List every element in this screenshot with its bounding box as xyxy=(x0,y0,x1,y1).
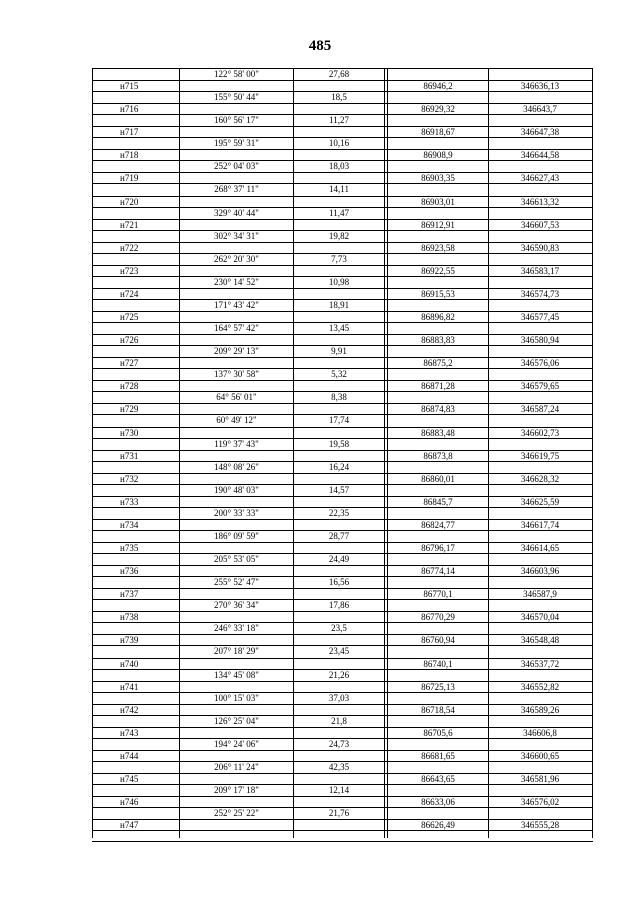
segment-angle: 262° 20' 30" xyxy=(214,253,259,264)
point-label: н742 xyxy=(120,704,139,715)
coord-y: 346579,65 xyxy=(520,381,560,392)
coord-y: 346644,58 xyxy=(520,150,560,161)
point-label: н715 xyxy=(120,81,139,91)
segment-length: 18,91 xyxy=(328,299,350,310)
segment-length: 11,27 xyxy=(329,115,349,126)
segment-angle: 60° 49' 12" xyxy=(216,415,257,426)
point-label: н739 xyxy=(120,635,139,646)
segment-length: 21,76 xyxy=(328,808,350,819)
coord-y: 346607,53 xyxy=(520,219,560,230)
segment-angle: 246° 33' 18" xyxy=(214,623,259,634)
coord-y: 346600,65 xyxy=(520,750,560,761)
segment-angle: 100° 15' 03" xyxy=(214,692,259,703)
coord-x: 86896,82 xyxy=(421,312,455,322)
coord-y: 346625,59 xyxy=(520,496,560,507)
segment-angle: 209° 17' 18" xyxy=(214,785,259,795)
coord-y: 346606,8 xyxy=(523,727,557,738)
segment-length: 12,14 xyxy=(328,785,350,795)
segment-angle: 194° 24' 06" xyxy=(214,738,259,749)
coord-y: 346555,28 xyxy=(520,820,560,831)
point-label: н734 xyxy=(120,519,139,530)
coord-x: 86718,54 xyxy=(421,704,455,715)
segment-angle: 148° 08' 26" xyxy=(214,461,259,472)
first-segment-angle: 122° 58' 00" xyxy=(214,69,259,79)
segment-angle: 155° 50' 44" xyxy=(214,92,259,102)
coord-x: 86874,83 xyxy=(421,404,455,415)
segment-length: 19,82 xyxy=(328,230,350,241)
coord-x: 86922,55 xyxy=(421,265,455,276)
point-label: н719 xyxy=(120,173,139,184)
coord-x: 86626,49 xyxy=(421,820,455,831)
segment-length: 19,58 xyxy=(328,438,350,449)
segment-angle: 126° 25' 04" xyxy=(214,715,259,726)
segment-angle: 171° 43' 42" xyxy=(214,299,259,310)
coord-y: 346627,43 xyxy=(520,173,560,184)
row-divider xyxy=(92,830,593,831)
coord-y: 346647,38 xyxy=(520,127,560,138)
point-label: н728 xyxy=(120,381,139,392)
coord-y: 346581,96 xyxy=(520,774,560,784)
coord-y: 346577,45 xyxy=(520,312,560,322)
segment-length: 28,77 xyxy=(328,530,350,541)
segment-angle: 205° 53' 05" xyxy=(214,554,259,564)
point-label: н743 xyxy=(120,727,139,738)
coord-x: 86824,77 xyxy=(421,519,455,530)
segment-length: 21,26 xyxy=(328,669,350,680)
segment-length: 8,38 xyxy=(331,392,347,403)
segment-angle: 186° 09' 59" xyxy=(214,530,259,541)
coord-x: 86883,48 xyxy=(421,427,455,438)
coord-y: 346614,65 xyxy=(520,543,560,553)
coord-y: 346602,73 xyxy=(520,427,560,438)
segment-angle: 329° 40' 44" xyxy=(214,207,259,218)
segment-length: 24,49 xyxy=(328,554,350,564)
coord-x: 86871,28 xyxy=(421,381,455,392)
coord-y: 346587,24 xyxy=(520,404,560,415)
coord-y: 346552,82 xyxy=(520,681,560,692)
coord-x: 86875,2 xyxy=(423,358,453,369)
segment-angle: 164° 57' 42" xyxy=(214,323,259,333)
coord-y: 346583,17 xyxy=(520,265,560,276)
point-label: н723 xyxy=(120,265,139,276)
coord-x: 86845,7 xyxy=(423,496,453,507)
coord-x: 86873,8 xyxy=(423,450,453,461)
point-label: н731 xyxy=(120,450,139,461)
segment-angle: 160° 56' 17" xyxy=(214,115,259,126)
segment-angle: 302° 34' 31" xyxy=(214,230,259,241)
segment-length: 14,11 xyxy=(329,184,349,195)
segment-length: 17,74 xyxy=(328,415,350,426)
segment-length: 5,32 xyxy=(331,369,347,380)
coord-x: 86918,67 xyxy=(421,127,455,138)
segment-length: 18,5 xyxy=(331,92,347,102)
table-border-top xyxy=(92,68,593,69)
segment-angle: 207° 18' 29" xyxy=(214,646,259,657)
point-label: н745 xyxy=(120,774,139,784)
point-label: н729 xyxy=(120,404,139,415)
coord-x: 86903,35 xyxy=(421,173,455,184)
coord-y: 346628,32 xyxy=(520,473,560,484)
segment-length: 7,73 xyxy=(331,253,347,264)
point-label: н718 xyxy=(120,150,139,161)
point-label: н732 xyxy=(120,473,139,484)
point-label: н736 xyxy=(120,566,139,577)
segment-length: 18,03 xyxy=(328,161,350,172)
point-label: н738 xyxy=(120,612,139,623)
segment-length: 10,98 xyxy=(328,276,350,287)
coord-x: 86796,17 xyxy=(421,543,455,553)
table-border-bottom xyxy=(92,841,593,842)
coord-x: 86681,65 xyxy=(421,750,455,761)
coord-x: 86705,6 xyxy=(423,727,453,738)
point-label: н730 xyxy=(120,427,139,438)
coord-y: 346576,06 xyxy=(520,358,560,369)
coord-x: 86643,65 xyxy=(421,774,455,784)
coord-y: 346576,02 xyxy=(520,797,560,808)
point-label: н747 xyxy=(120,820,139,831)
coord-x: 86725,13 xyxy=(421,681,455,692)
segment-length: 11,47 xyxy=(329,207,349,218)
coord-y: 346636,13 xyxy=(520,81,560,91)
segment-angle: 230° 14' 52" xyxy=(214,276,259,287)
first-segment-length: 27,68 xyxy=(328,69,350,79)
coord-x: 86760,94 xyxy=(421,635,455,646)
point-label: н721 xyxy=(120,219,139,230)
coord-x: 86923,58 xyxy=(421,242,455,253)
coord-y: 346537,72 xyxy=(520,658,560,669)
segment-angle: 64° 56' 01" xyxy=(216,392,257,403)
segment-length: 22,35 xyxy=(328,507,350,518)
point-label: н724 xyxy=(120,288,139,299)
segment-length: 23,45 xyxy=(328,646,350,657)
coord-y: 346643,7 xyxy=(523,104,557,115)
point-label: н727 xyxy=(120,358,139,369)
coord-y: 346589,26 xyxy=(520,704,560,715)
point-label: н716 xyxy=(120,104,139,115)
point-label: н722 xyxy=(120,242,139,253)
coord-y: 346587,9 xyxy=(523,589,557,600)
coord-y: 346603,96 xyxy=(520,566,560,577)
coord-y: 346570,04 xyxy=(520,612,560,623)
coord-x: 86946,2 xyxy=(423,81,453,91)
point-label: н746 xyxy=(120,797,139,808)
segment-length: 24,73 xyxy=(328,738,350,749)
coordinates-table xyxy=(92,68,593,838)
segment-length: 16,24 xyxy=(328,461,350,472)
segment-angle: 252° 25' 22" xyxy=(214,808,259,819)
segment-length: 14,57 xyxy=(328,484,350,495)
coord-y: 346613,32 xyxy=(520,196,560,207)
segment-angle: 268° 37' 11" xyxy=(214,184,259,195)
segment-length: 10,16 xyxy=(328,138,350,149)
coord-x: 86908,9 xyxy=(423,150,453,161)
coord-x: 86774,14 xyxy=(421,566,455,577)
segment-length: 9,91 xyxy=(331,346,347,357)
point-label: н726 xyxy=(120,335,139,346)
segment-angle: 206° 11' 24" xyxy=(214,761,259,772)
segment-angle: 209° 29' 13" xyxy=(214,346,259,357)
segment-length: 21,8 xyxy=(331,715,347,726)
coord-x: 86740,1 xyxy=(423,658,453,669)
coord-x: 86915,53 xyxy=(421,288,455,299)
segment-angle: 119° 37' 43" xyxy=(214,438,259,449)
segment-angle: 270° 36' 34" xyxy=(214,600,259,611)
coord-x: 86883,83 xyxy=(421,335,455,346)
point-label: н720 xyxy=(120,196,139,207)
segment-length: 16,56 xyxy=(328,577,350,588)
point-label: н735 xyxy=(120,543,139,553)
point-label: н737 xyxy=(120,589,139,600)
segment-length: 17,86 xyxy=(328,600,350,611)
coord-x: 86770,1 xyxy=(423,589,453,600)
coord-y: 346590,83 xyxy=(520,242,560,253)
segment-angle: 134° 45' 08" xyxy=(214,669,259,680)
coord-x: 86912,91 xyxy=(421,219,455,230)
coord-x: 86860,01 xyxy=(421,473,455,484)
segment-length: 23,5 xyxy=(331,623,347,634)
point-label: н725 xyxy=(120,312,139,322)
segment-length: 13,45 xyxy=(328,323,350,333)
coord-y: 346548,48 xyxy=(520,635,560,646)
segment-length: 37,03 xyxy=(328,692,350,703)
segment-angle: 137° 30' 58" xyxy=(214,369,259,380)
coord-y: 346617,74 xyxy=(520,519,560,530)
coord-x: 86633,06 xyxy=(421,797,455,808)
point-label: н740 xyxy=(120,658,139,669)
segment-angle: 195° 59' 31" xyxy=(214,138,259,149)
coord-x: 86929,32 xyxy=(421,104,455,115)
segment-length: 42,35 xyxy=(328,761,350,772)
page-number: 485 xyxy=(308,38,332,54)
point-label: н741 xyxy=(120,681,139,692)
segment-angle: 200° 33' 33" xyxy=(214,507,259,518)
segment-angle: 190° 48' 03" xyxy=(214,484,259,495)
point-label: н717 xyxy=(120,127,139,138)
segment-angle: 255° 52' 47" xyxy=(214,577,259,588)
segment-angle: 252° 04' 03" xyxy=(214,161,259,172)
coord-y: 346580,94 xyxy=(520,335,560,346)
point-label: н733 xyxy=(120,496,139,507)
coord-x: 86903,01 xyxy=(421,196,455,207)
coord-y: 346619,75 xyxy=(520,450,560,461)
point-label: н744 xyxy=(120,750,139,761)
coord-x: 86770,29 xyxy=(421,612,455,623)
coord-y: 346574,73 xyxy=(520,288,560,299)
